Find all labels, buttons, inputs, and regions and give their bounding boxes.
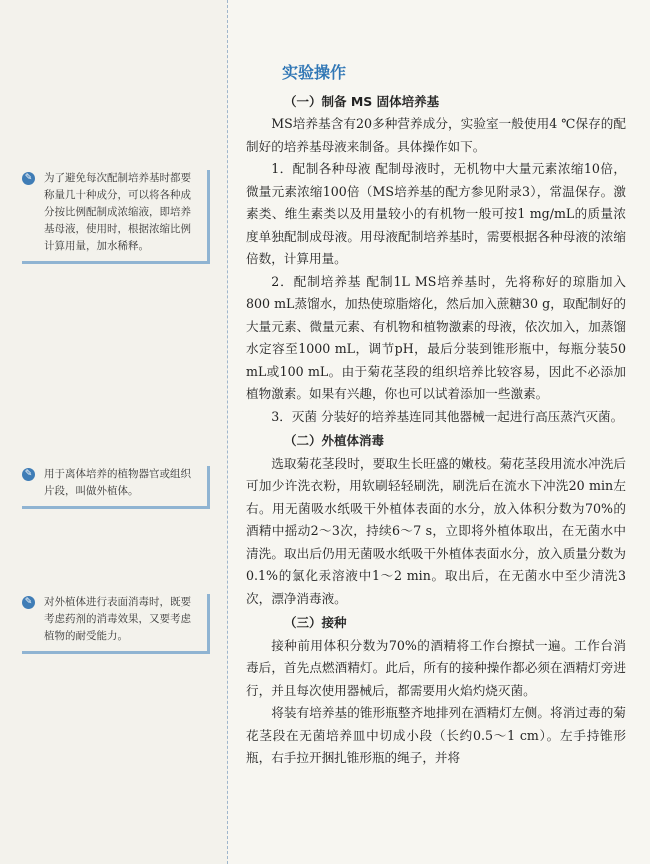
divider [227,0,229,864]
paragraph: 接种前用体积分数为70%的酒精将工作台擦拭一遍。工作台消毒后，首先点燃酒精灯。此后，所有的接种操作都必须在酒精灯旁进行，并且每次使用器械后，都需要用火焰灼烧灭菌。 [246,637,626,698]
sidebar [0,0,228,864]
section-heading: （三）接种 [284,615,347,630]
paragraph: 1．配制各种母液 配制母液时，无机物中大量元素浓缩10倍，微量元素浓缩100倍（MS培养基的配方参见附录3），常温保存。激素类、维生素类以及用量较小的有机物一般可按1 mg/mL的质量浓度单独配制成母液。用母液配制培养基时，需要根据各种母液的浓缩倍数，计算用量。 [246,161,626,266]
pencil-icon: ✎ [22,596,35,609]
margin-note-3 [22,594,210,654]
section-heading: （二）外植体消毒 [284,433,385,448]
paragraph: 3．灭菌 分装好的培养基连同其他器械一起进行高压蒸汽灭菌。 [271,408,624,424]
margin-note-2 [22,466,210,509]
main-content [246,58,626,770]
paragraph: 2．配制培养基 配制1L MS培养基时，先将称好的琼脂加入800 mL蒸馏水，加热使琼脂熔化，然后加入蔗糖30 g，取配制好的大量元素、微量元素、有机物和植物激素的母液，依次加入，加蒸馏水定容至1000 mL，调节pH，最后分装到锥形瓶中，每瓶分装50 mL或100 mL。由于菊花茎段的组织培养比较容易，因此不必添加植物激素。如果有兴趣，你也可以试着添加一些激素。 [246,273,626,401]
margin-note-1 [22,170,210,264]
pencil-icon: ✎ [22,172,35,185]
paragraph: 将装有培养基的锥形瓶整齐地排列在酒精灯左侧。将消过毒的菊花茎段在无菌培养皿中切成小段（长约0.5～1 cm）。左手持锥形瓶，右手拉开捆扎锥形瓶的绳子，并将 [246,705,626,765]
paragraph: MS培养基含有20多种营养成分，实验室一般使用4 ℃保存的配制好的培养基母液来制备。具体操作如下。 [246,116,626,154]
margin-note-text: 对外植体进行表面消毒时，既要考虑药剂的消毒效果，又要考虑植物的耐受能力。 [44,596,191,642]
section-heading: （一）制备 MS 固体培养基 [284,93,440,109]
paragraph: 选取菊花茎段时，要取生长旺盛的嫩枝。菊花茎段用流水冲洗后可加少许洗衣粉，用软刷轻轻刷洗，刷洗后在流水下冲洗20 min左右。用无菌吸水纸吸干外植体表面的水分，放入体积分数为70%的酒精中摇动2～3次，持续6～7 s，立即将外植体取出，在无菌水中清洗。取出后仍用无菌吸水纸吸干外植体表面水分，放入质量分数为0.1%的氯化汞溶液中1～2 min。取出后，在无菌水中至少清洗3次，漂净消毒液。 [246,455,626,606]
pencil-icon: ✎ [22,468,35,481]
page-title: 实验操作 [282,63,347,82]
margin-note-text: 用于离体培养的植物器官或组织片段，叫做外植体。 [44,468,191,497]
margin-note-text: 为了避免每次配制培养基时都要称量几十种成分，可以将各种成分按比例配制成浓缩液，即培养基母液，使用时，根据浓缩比例计算用量，加水稀释。 [44,172,191,252]
